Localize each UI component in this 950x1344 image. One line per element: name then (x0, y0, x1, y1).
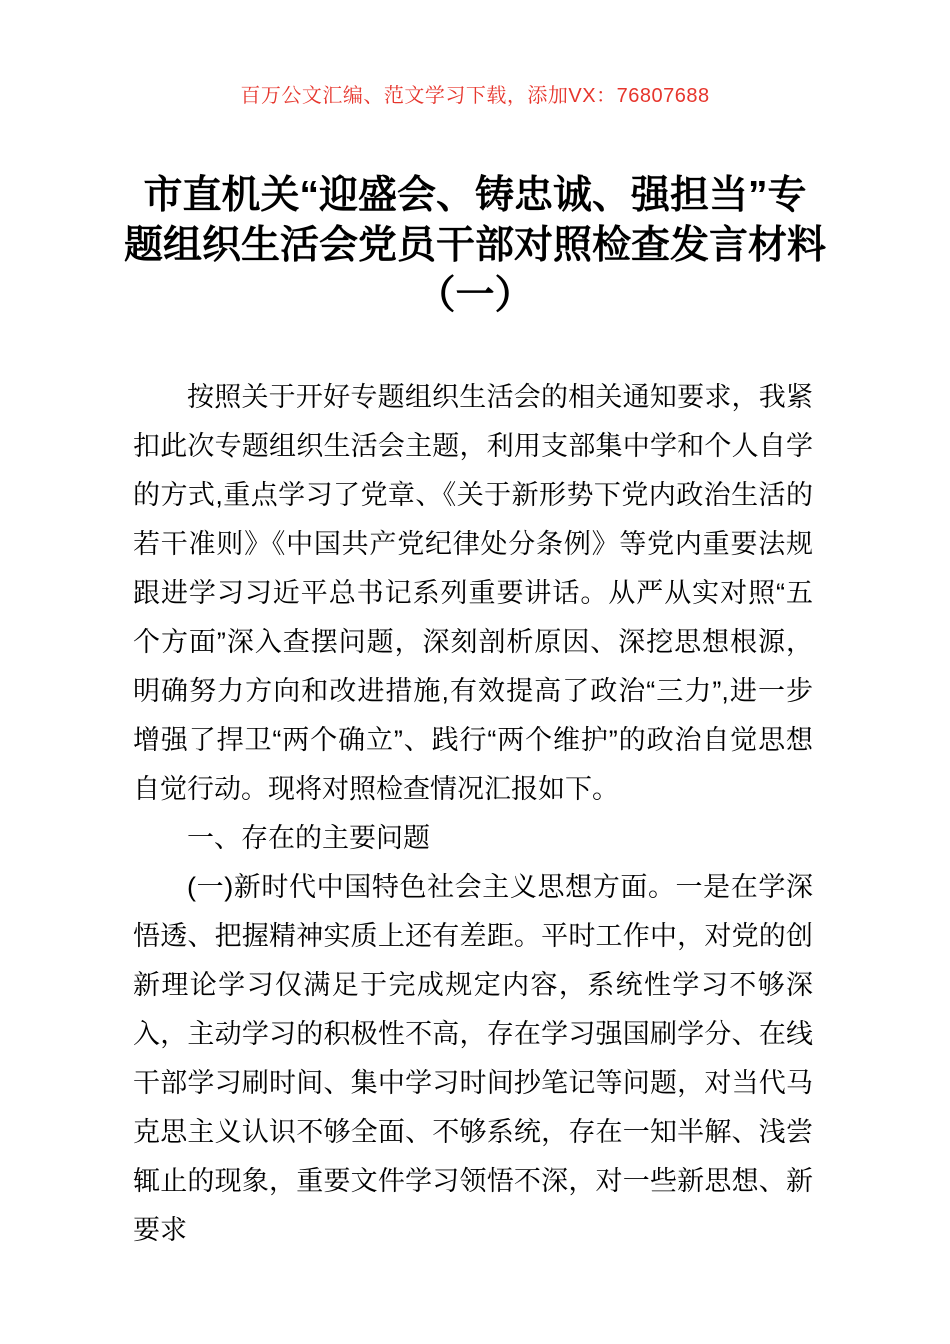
title-line-1: 市直机关“迎盛会、铸忠诚、强担当”专 (143, 174, 807, 217)
title-line-3: （一） (416, 274, 534, 317)
promo-header-text: 百万公文汇编、范文学习下载，添加VX：76807688 (240, 85, 710, 107)
section-heading-main-problems: 一、存在的主要问题 (187, 823, 430, 853)
title-line-2: 题组织生活会党员干部对照检查发言材料 (123, 224, 826, 267)
document-title (0, 171, 950, 321)
document-body (133, 373, 813, 1255)
paragraph-intro: 按照关于开好专题组织生活会的相关通知要求，我紧扣此次专题组织生活会主题，利用支部集中学和个人自学的方式,重点学习了党章、《关于新形势下党内政治生活的若干准则》《中国共产党纪律处分条例》等党内重要法规跟进学习习近平总书记系列重要讲话。从严从实对照“五个方面”深入查摆问题，深刻剖析原因、深挖思想根源，明确努力方向和改进措施,有效提高了政治“三力”,进一步增强了捍卫“两个确立”、践行“两个维护”的政治自觉思想自觉行动。现将对照检查情况汇报如下。 (133, 382, 813, 804)
paragraph-problem-1: (一)新时代中国特色社会主义思想方面。一是在学深悟透、把握精神实质上还有差距。平时工作中，对党的创新理论学习仅满足于完成规定内容，系统性学习不够深入，主动学习的积极性不高，存在学习强国刷学分、在线干部学习刷时间、集中学习时间抄笔记等问题，对当代马克思主义认识不够全面、不够系统，存在一知半解、浅尝辄止的现象，重要文件学习领悟不深，对一些新思想、新要求 (133, 872, 813, 1245)
